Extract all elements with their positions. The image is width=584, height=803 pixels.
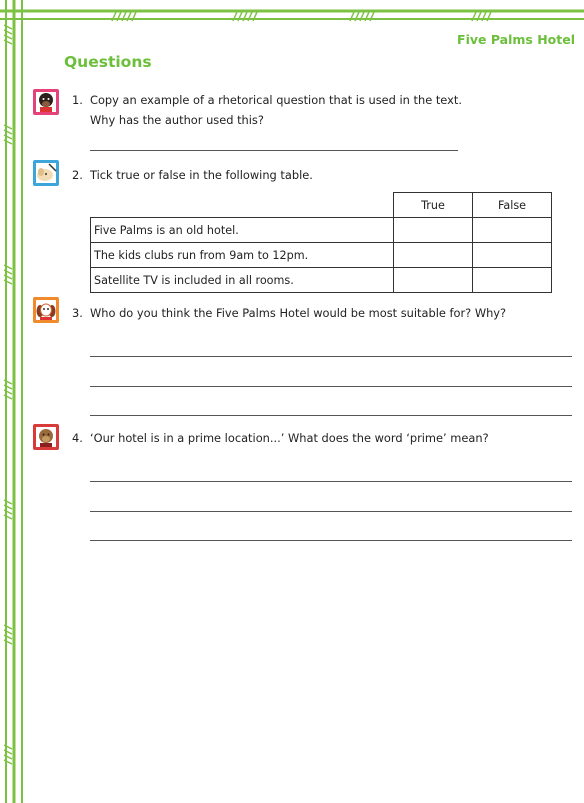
question-4 <box>72 428 489 448</box>
question-text: ‘Our hotel is in a prime location...’ What does the word ‘prime’ mean? <box>90 431 489 445</box>
answer-line[interactable] <box>90 540 572 541</box>
answer-line[interactable] <box>90 511 572 512</box>
statement-cell: The kids clubs run from 9am to 12pm. <box>91 243 394 268</box>
question-number: 2. <box>72 168 83 182</box>
question-3 <box>72 303 506 323</box>
question-text: Who do you think the Five Palms Hotel would be most suitable for? Why? <box>90 306 507 320</box>
statement-cell: Satellite TV is included in all rooms. <box>91 268 394 293</box>
true-false-table <box>90 192 552 293</box>
table-header-true: True <box>394 193 473 218</box>
question-number: 4. <box>72 431 83 445</box>
terrier-character-icon <box>33 424 59 450</box>
puppy-character-icon <box>33 160 59 186</box>
table-header-false: False <box>473 193 552 218</box>
page-title: Questions <box>64 53 152 71</box>
answer-line[interactable] <box>90 481 572 482</box>
question-2 <box>72 165 313 185</box>
table-row <box>91 243 552 268</box>
question-text: Tick true or false in the following table. <box>90 168 313 182</box>
question-text-line2: Why has the author used this? <box>90 113 264 127</box>
answer-line[interactable] <box>90 150 458 151</box>
false-tick-cell[interactable] <box>473 243 552 268</box>
true-tick-cell[interactable] <box>394 218 473 243</box>
question-number: 1. <box>72 93 83 107</box>
answer-line[interactable] <box>90 356 572 357</box>
question-text: Copy an example of a rhetorical question that is used in the text. <box>90 93 462 107</box>
table-corner <box>91 193 394 218</box>
false-tick-cell[interactable] <box>473 218 552 243</box>
answer-line[interactable] <box>90 415 572 416</box>
dog-character-icon <box>33 89 59 115</box>
table-row <box>91 268 552 293</box>
question-number: 3. <box>72 306 83 320</box>
table-row <box>91 218 552 243</box>
question-1 <box>72 90 462 130</box>
spaniel-character-icon <box>33 297 59 323</box>
statement-cell: Five Palms is an old hotel. <box>91 218 394 243</box>
true-tick-cell[interactable] <box>394 268 473 293</box>
true-tick-cell[interactable] <box>394 243 473 268</box>
brand-name: Five Palms Hotel <box>457 32 575 47</box>
answer-line[interactable] <box>90 386 572 387</box>
false-tick-cell[interactable] <box>473 268 552 293</box>
